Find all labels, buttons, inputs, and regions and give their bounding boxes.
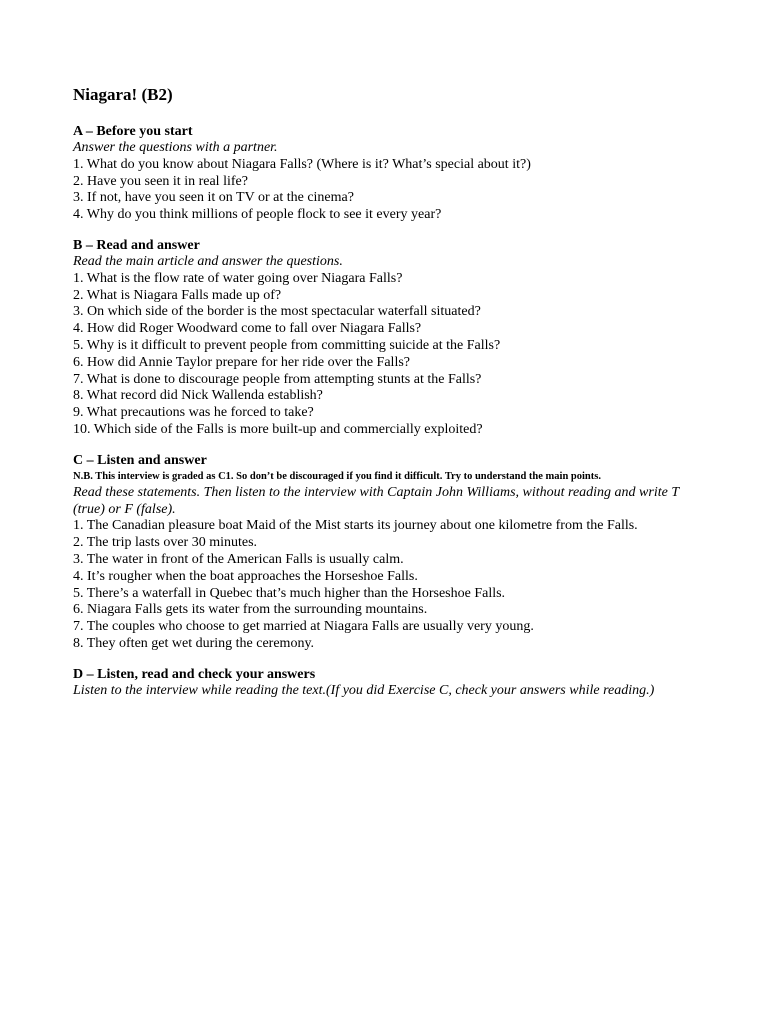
question-item: 4. Why do you think millions of people flock to see it every year?	[73, 207, 442, 223]
question-item: 2. What is Niagara Falls made up of?	[73, 287, 282, 303]
question-item: 4. How did Roger Woodward come to fall over Niagara Falls?	[73, 321, 422, 337]
section-d	[73, 667, 695, 700]
section-a-heading: A – Before you start	[73, 124, 193, 139]
question-item: 7. What is done to discourage people from attempting stunts at the Falls?	[73, 371, 482, 387]
question-item: 10. Which side of the Falls is more built-up and commercially exploited?	[73, 421, 483, 437]
question-item: 1. What do you know about Niagara Falls? (Where is it? What’s special about it?)	[73, 156, 531, 172]
section-d-instruction: Listen to the interview while reading the text.(If you did Exercise C, check your answers while reading.)	[73, 682, 655, 698]
statement-item: 7. The couples who choose to get married at Niagara Falls are usually very young.	[73, 619, 534, 635]
question-item: 5. Why is it difficult to prevent people from committing suicide at the Falls?	[73, 337, 501, 353]
section-c-instruction: Read these statements. Then listen to the interview with Captain John Williams, without reading and write T (true) or F (false).	[73, 484, 679, 517]
statement-item: 3. The water in front of the American Falls is usually calm.	[73, 551, 404, 567]
question-item: 6. How did Annie Taylor prepare for her ride over the Falls?	[73, 354, 410, 370]
statement-item: 1. The Canadian pleasure boat Maid of the Mist starts its journey about one kilometre from the Falls.	[73, 518, 638, 534]
statement-item: 5. There’s a waterfall in Quebec that’s much higher than the Horseshoe Falls.	[73, 585, 506, 601]
statement-item: 2. The trip lasts over 30 minutes.	[73, 535, 258, 551]
question-item: 2. Have you seen it in real life?	[73, 173, 248, 189]
question-item: 8. What record did Nick Wallenda establish?	[73, 388, 323, 404]
section-c	[73, 453, 695, 653]
statement-item: 6. Niagara Falls gets its water from the surrounding mountains.	[73, 602, 428, 618]
section-a-questions	[73, 157, 695, 224]
section-b	[73, 238, 695, 439]
statement-item: 8. They often get wet during the ceremony.	[73, 635, 315, 651]
section-b-heading: B – Read and answer	[73, 237, 200, 253]
section-c-heading: C – Listen and answer	[73, 452, 207, 468]
section-c-note: N.B. This interview is graded as C1. So don’t be discouraged if you find it difficult. Try to understand the main points.	[73, 470, 601, 482]
question-item: 9. What precautions was he forced to take?	[73, 405, 314, 421]
section-a-instruction: Answer the questions with a partner.	[73, 140, 278, 155]
section-a	[73, 124, 695, 224]
section-b-questions	[73, 271, 695, 439]
statement-item: 4. It’s rougher when the boat approaches the Horseshoe Falls.	[73, 568, 418, 584]
section-d-heading: D – Listen, read and check your answers	[73, 666, 316, 682]
section-b-instruction: Read the main article and answer the questions.	[73, 253, 343, 269]
worksheet-content	[73, 84, 695, 714]
page-title: Niagara! (B2)	[73, 85, 173, 104]
question-item: 3. If not, have you seen it on TV or at the cinema?	[73, 190, 354, 206]
section-c-statements	[73, 518, 695, 652]
question-item: 3. On which side of the border is the most spectacular waterfall situated?	[73, 304, 481, 320]
question-item: 1. What is the flow rate of water going over Niagara Falls?	[73, 270, 403, 286]
